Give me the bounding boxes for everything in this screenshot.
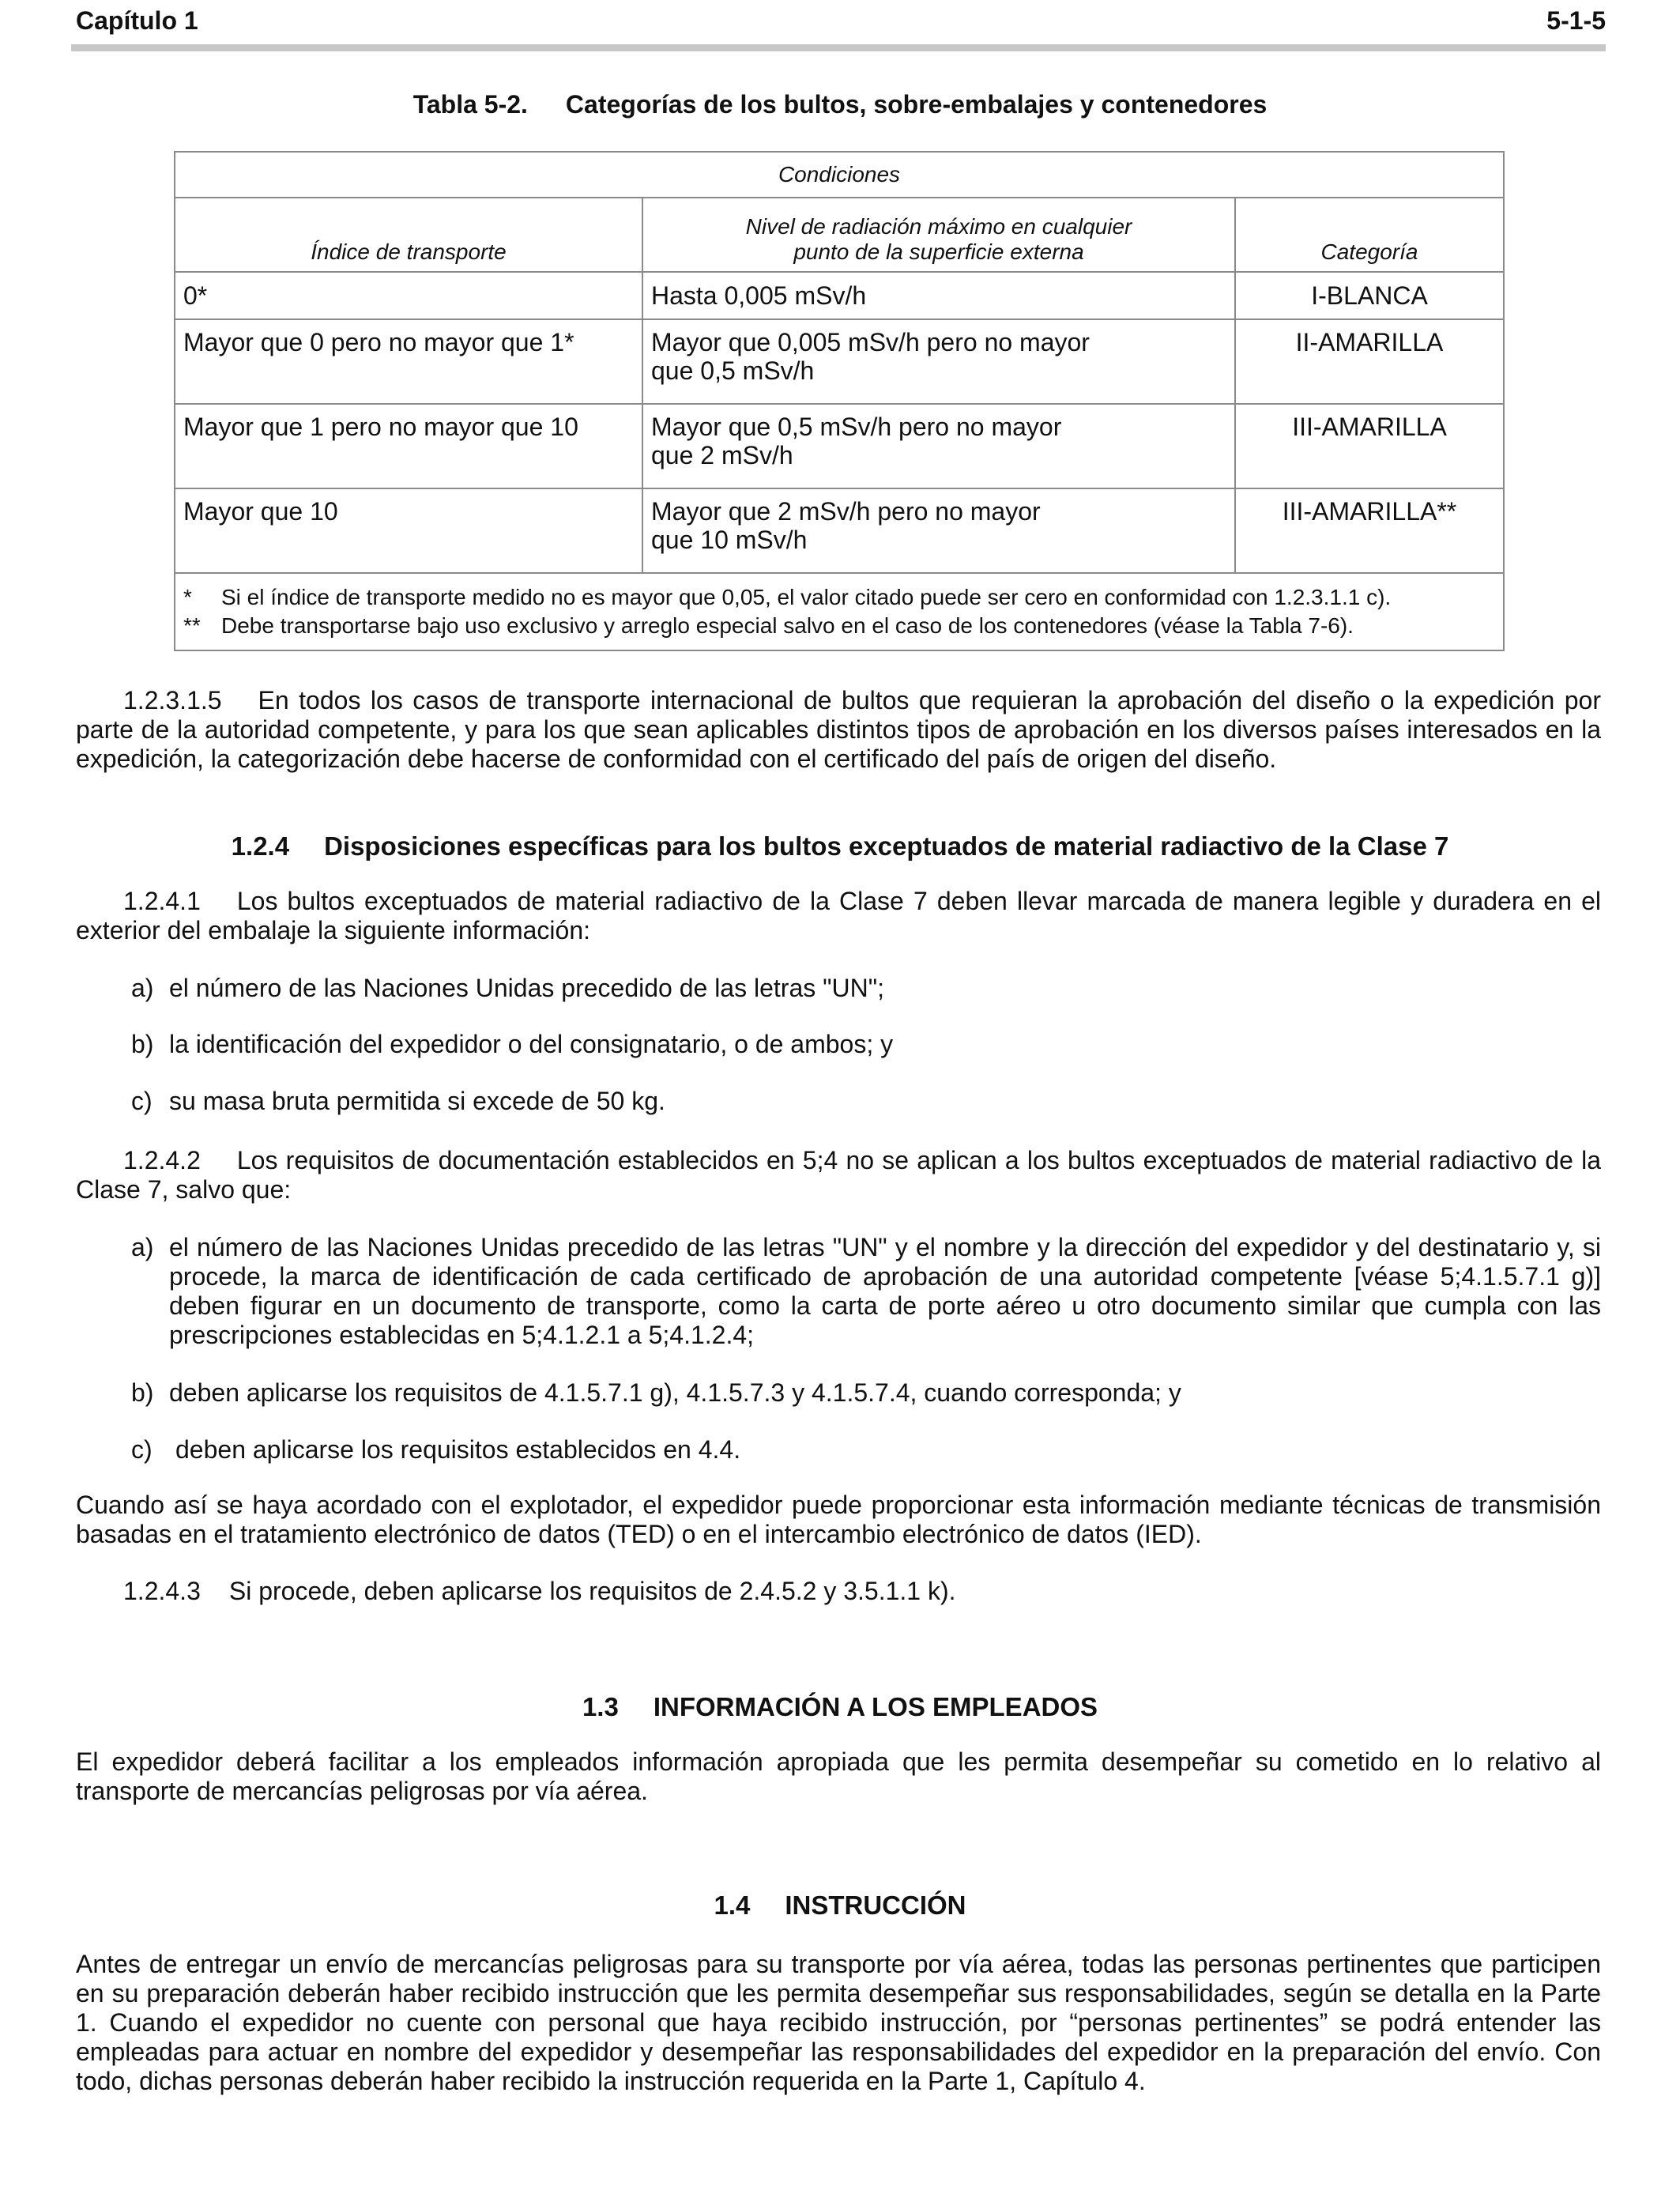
radiation-cell	[642, 319, 1235, 404]
list-item-text: su masa bruta permitida si excede de 50 kg.	[169, 1087, 665, 1115]
paragraph-1-2-4-2	[76, 1146, 1601, 1204]
category-cell: III-AMARILLA**	[1235, 488, 1504, 573]
list-marker: a)	[131, 974, 154, 1002]
header-rule	[71, 44, 1606, 51]
transport-index-cell: Mayor que 10	[175, 488, 642, 573]
section-number: 1.3	[582, 1692, 619, 1721]
paragraph-1-2-4-2-after: Cuando así se haya acordado con el explotador, el expedidor puede proporcionar esta información mediante técnicas de transmisión basadas en el tratamiento electrónico de datos (TED) o en el intercambio electrónico de datos (IED).	[76, 1491, 1601, 1548]
paragraph-1-4: Antes de entregar un envío de mercancías peligrosas para su transporte por vía aérea, todas las personas pertinentes que participen en su preparación deberán haber recibido instrucción que les permita desempeñar sus responsabilidades, según se detalla en la Parte 1. Cuando el expedidor no cuente con personal que haya recibido instrucción, por “personas pertinentes” se podrá entender las empleadas para actuar en nombre del expedidor y desempeñar las responsabilidades del expedidor en la preparación del envío. Con todo, dichas personas deberán haber recibido la instrucción requerida en la Parte 1, Capítulo 4.	[76, 1950, 1601, 2095]
list-item	[76, 1087, 1601, 1116]
section-title: INSTRUCCIÓN	[785, 1891, 966, 1920]
list-item-text: el número de las Naciones Unidas precedido de las letras "UN";	[169, 974, 884, 1002]
paragraph-text: Los bultos exceptuados de material radiactivo de la Clase 7 deben llevar marcada de manera legible y duradera en el exterior del embalaje la siguiente información:	[76, 887, 1601, 944]
section-heading-1-4	[0, 1891, 1680, 1921]
list-marker: b)	[131, 1030, 154, 1058]
transport-index-cell: Mayor que 1 pero no mayor que 10	[175, 404, 642, 488]
radiation-line: Mayor que 2 mSv/h pero no mayor	[651, 497, 1041, 526]
radiation-line: que 10 mSv/h	[651, 526, 808, 554]
paragraph-number: 1.2.4.1	[123, 887, 201, 915]
section-number: 1.4	[714, 1891, 751, 1920]
paragraph-number: 1.2.3.1.5	[123, 686, 222, 714]
footnote-text: Si el índice de transporte medido no es mayor que 0,05, el valor citado puede ser cero en conformidad con 1.2.3.1.1 c).	[221, 585, 1392, 609]
paragraph-text: Si procede, deben aplicarse los requisitos de 2.4.5.2 y 3.5.1.1 k).	[228, 1577, 956, 1605]
radiation-line: Mayor que 0,005 mSv/h pero no mayor	[651, 328, 1090, 356]
section-heading-1-3	[0, 1692, 1680, 1722]
list-marker: a)	[131, 1233, 154, 1261]
list-item-text: el número de las Naciones Unidas precedido de las letras "UN" y el nombre y la dirección del expedidor y del destinatario y, si procede, la marca de identificación de cada certificado de aprobación de una autoridad competente [véase 5;4.1.5.7.1 g)] deben figurar en un documento de transporte, como la carta de porte aéreo u otro documento similar que cumpla con las prescripciones establecidas en 5;4.1.2.1 a 5;4.1.2.4;	[169, 1233, 1601, 1349]
list-marker: c)	[131, 1435, 153, 1464]
radiation-line: que 2 mSv/h	[651, 441, 793, 469]
transport-index-cell: Mayor que 0 pero no mayor que 1*	[175, 319, 642, 404]
footnote	[183, 612, 1495, 640]
paragraph-text: Los requisitos de documentación establecidos en 5;4 no se aplican a los bultos exceptuados de material radiactivo de la Clase 7, salvo que:	[76, 1146, 1601, 1204]
list-item	[76, 1030, 1601, 1059]
categories-table	[174, 151, 1505, 651]
transport-index-cell: 0*	[175, 272, 642, 319]
chapter-label: Capítulo 1	[76, 6, 198, 35]
radiation-line: que 0,5 mSv/h	[651, 356, 815, 385]
paragraph-number: 1.2.4.2	[123, 1146, 201, 1174]
section-heading-1-2-4	[0, 831, 1680, 861]
section-title: INFORMACIÓN A LOS EMPLEADOS	[653, 1692, 1098, 1721]
category-cell: I-BLANCA	[1235, 272, 1504, 319]
section-title: Disposiciones específicas para los bultos exceptuados de material radiactivo de la Clase 7	[324, 831, 1449, 861]
table-row	[175, 488, 1504, 573]
list-item	[76, 1378, 1601, 1408]
footnote	[183, 583, 1495, 612]
paragraph-1-2-4-3	[76, 1577, 1601, 1606]
radiation-level-header	[642, 198, 1235, 272]
table-row	[175, 272, 1504, 319]
paragraph-1-2-3-1-5	[76, 686, 1601, 774]
paragraph-number: 1.2.4.3	[123, 1577, 201, 1605]
footnote-text: Debe transportarse bajo uso exclusivo y arreglo especial salvo en el caso de los contenedores (véase la Tabla 7-6).	[221, 613, 1354, 638]
paragraph-1-2-4-1	[76, 887, 1601, 945]
footnote-mark: *	[183, 585, 192, 609]
page-header	[76, 6, 1606, 38]
radiation-line: Mayor que 0,5 mSv/h pero no mayor	[651, 413, 1062, 441]
list-marker: c)	[131, 1087, 153, 1115]
radiation-cell	[642, 488, 1235, 573]
list-item	[76, 974, 1601, 1003]
list-item-text: deben aplicarse los requisitos establecidos en 4.4.	[175, 1435, 741, 1464]
radiation-cell	[642, 404, 1235, 488]
table-row	[175, 404, 1504, 488]
transport-index-header: Índice de transporte	[175, 198, 642, 272]
table-caption-number: Tabla 5-2.	[412, 90, 528, 119]
list-item-text: la identificación del expedidor o del consignatario, o de ambos; y	[169, 1030, 894, 1058]
page-number: 5-1-5	[1546, 6, 1606, 35]
category-header: Categoría	[1235, 198, 1504, 272]
category-cell: III-AMARILLA	[1235, 404, 1504, 488]
radiation-header-line1: Nivel de radiación máximo en cualquier	[745, 214, 1132, 239]
paragraph-text: En todos los casos de transporte internacional de bultos que requieran la aprobación del diseño o la expedición por parte de la autoridad competente, y para los que sean aplicables distintos tipos de aprobación en los diversos países interesados en la expedición, la categorización debe hacerse de conformidad con el certificado del país de origen del diseño.	[76, 686, 1601, 773]
radiation-header-line2: punto de la superficie externa	[793, 239, 1084, 264]
category-cell: II-AMARILLA	[1235, 319, 1504, 404]
table-caption	[0, 90, 1680, 119]
table-caption-title: Categorías de los bultos, sobre-embalajes y contenedores	[565, 90, 1268, 119]
section-number: 1.2.4	[231, 831, 290, 861]
paragraph-1-3: El expedidor deberá facilitar a los empleados información apropiada que les permita desempeñar su cometido en lo relativo al transporte de mercancías peligrosas por vía aérea.	[76, 1747, 1601, 1805]
list-marker: b)	[131, 1378, 154, 1407]
footnote-mark: **	[183, 613, 201, 638]
list-item-text: deben aplicarse los requisitos de 4.1.5.7.1 g), 4.1.5.7.3 y 4.1.5.7.4, cuando corresponda; y	[169, 1378, 1181, 1407]
conditions-header: Condiciones	[175, 152, 1504, 198]
radiation-cell: Hasta 0,005 mSv/h	[642, 272, 1235, 319]
table-row	[175, 319, 1504, 404]
table-footnotes	[175, 573, 1504, 650]
list-item	[76, 1233, 1601, 1350]
list-item	[76, 1435, 1601, 1465]
